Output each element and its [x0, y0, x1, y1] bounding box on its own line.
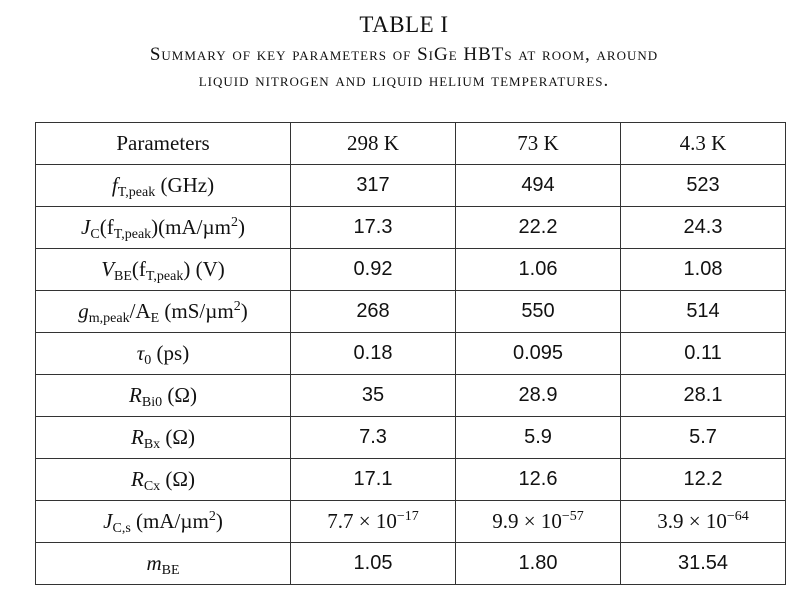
value-cell: 523: [621, 165, 786, 207]
value-cell: 24.3: [621, 207, 786, 249]
param-cell: $g_{m,peak}/A_E$ (mS/µm$^2$): [36, 291, 291, 333]
value-cell: 317: [291, 165, 456, 207]
value-cell: 1.08: [621, 249, 786, 291]
value-cell: 0.92: [291, 249, 456, 291]
value-cell: 268: [291, 291, 456, 333]
value-cell: 17.1: [291, 459, 456, 501]
table-row: [36, 417, 786, 459]
header-4-3k: 4.3 K: [621, 123, 786, 165]
header-parameters: Parameters: [36, 123, 291, 165]
value-cell: 12.2: [621, 459, 786, 501]
header-73k: 73 K: [456, 123, 621, 165]
header-298k: 298 K: [291, 123, 456, 165]
value-cell: $7.7 \times 10^{-17}$: [291, 501, 456, 543]
caption-line-2: liquid nitrogen and liquid helium temperatures.: [198, 70, 610, 91]
value-cell: 494: [456, 165, 621, 207]
caption-line-1: Summary of key parameters of SiGe HBTs at room, around: [149, 44, 659, 65]
value-cell: 17.3: [291, 207, 456, 249]
param-cell: $J_{C,s}$ (mA/µm$^2$): [36, 501, 291, 543]
parameters-table: [35, 122, 786, 585]
value-cell: 35: [291, 375, 456, 417]
value-cell: 1.05: [291, 543, 456, 585]
param-cell: $R_{Cx}$ (Ω): [36, 459, 291, 501]
value-cell: $9.9 \times 10^{-57}$: [456, 501, 621, 543]
table-row: [36, 501, 786, 543]
value-cell: 1.80: [456, 543, 621, 585]
table-row: [36, 165, 786, 207]
param-cell: $R_{Bi0}$ (Ω): [36, 375, 291, 417]
param-cell: $f_{T,peak}$ (GHz): [36, 165, 291, 207]
value-cell: 22.2: [456, 207, 621, 249]
param-cell: $J_C(f_{T,peak})(mA/\mu m^2)$: [36, 207, 291, 249]
table-row: [36, 459, 786, 501]
header-row: [36, 123, 786, 165]
param-cell: $\tau_0$ (ps): [36, 333, 291, 375]
table-row: [36, 375, 786, 417]
value-cell: 550: [456, 291, 621, 333]
value-cell: 12.6: [456, 459, 621, 501]
table-caption: [0, 42, 808, 94]
value-cell: 514: [621, 291, 786, 333]
table-row: [36, 291, 786, 333]
param-cell: $V_{BE}(f_{T,peak})$ (V): [36, 249, 291, 291]
value-cell: 1.06: [456, 249, 621, 291]
value-cell: 31.54: [621, 543, 786, 585]
value-cell: 5.9: [456, 417, 621, 459]
value-cell: 7.3: [291, 417, 456, 459]
table-row: [36, 249, 786, 291]
table-row: [36, 207, 786, 249]
value-cell: $3.9 \times 10^{-64}$: [621, 501, 786, 543]
value-cell: 0.11: [621, 333, 786, 375]
value-cell: 28.1: [621, 375, 786, 417]
table-row: [36, 333, 786, 375]
value-cell: 28.9: [456, 375, 621, 417]
param-cell: $m_{BE}$: [36, 543, 291, 585]
value-cell: 0.095: [456, 333, 621, 375]
value-cell: 0.18: [291, 333, 456, 375]
table-row: [36, 543, 786, 585]
value-cell: 5.7: [621, 417, 786, 459]
table-label: TABLE I: [359, 12, 449, 37]
param-cell: $R_{Bx}$ (Ω): [36, 417, 291, 459]
